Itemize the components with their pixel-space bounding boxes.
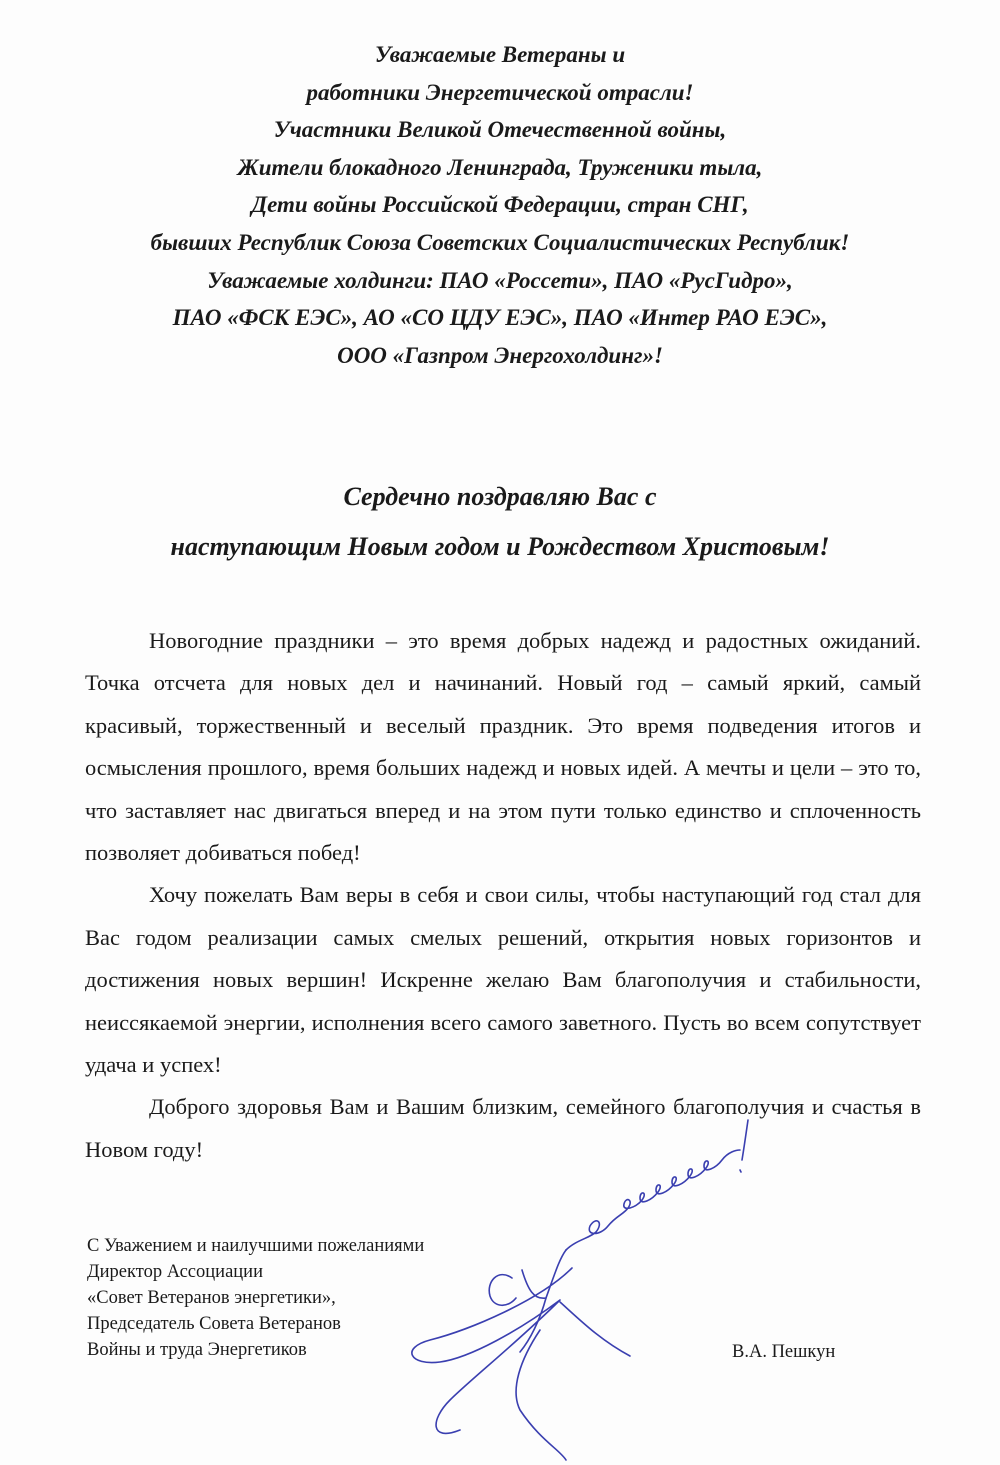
address-line: работники Энергетической отрасли! bbox=[306, 79, 694, 105]
address-line: ПАО «ФСК ЕЭС», АО «СО ЦДУ ЕЭС», ПАО «Интер РАО ЕЭС», bbox=[172, 305, 828, 331]
closing-line: «Совет Ветеранов энергетики», bbox=[87, 1288, 336, 1308]
greeting-line: наступающим Новым годом и Рождеством Христовым! bbox=[170, 532, 830, 561]
address-line: ООО «Газпром Энергохолдинг»! bbox=[337, 342, 663, 368]
address-line: Уважаемые Ветераны и bbox=[374, 42, 626, 67]
closing-line: Войны и труда Энергетиков bbox=[87, 1340, 307, 1360]
address-line: Дети войны Российской Федерации, стран СНГ, bbox=[251, 192, 749, 218]
closing-block bbox=[87, 1233, 424, 1363]
address-line: бывших Республик Союза Советских Социалистических Республик! bbox=[150, 229, 850, 255]
address-block bbox=[0, 36, 1000, 374]
address-line: Уважаемые холдинги: ПАО «Россети», ПАО «РусГидро», bbox=[207, 267, 793, 293]
body-paragraph: Доброго здоровья Вам и Вашим близким, семейного благополучия и счастья в Новом году! bbox=[85, 1094, 921, 1162]
body-paragraph: Новогодние праздники – это время добрых надежд и радостных ожиданий. Точка отсчета для новых дел и начинаний. Новый год – самый яркий, самый красивый, торжественный и веселый праздник. Это время подведения итогов и осмысления прошлого, время больших надежд и новых идей. А мечты и цели – это то, что заставляет нас двигаться вперед и на этом пути только единство и сплоченность позволяет добиваться побед! bbox=[85, 628, 921, 866]
greeting-block bbox=[0, 472, 1000, 572]
closing-line: Председатель Совета Ветеранов bbox=[87, 1314, 341, 1334]
closing-line: Директор Ассоциации bbox=[87, 1262, 263, 1282]
closing-line: С Уважением и наилучшими пожеланиями bbox=[87, 1236, 425, 1256]
address-line: Участники Великой Отечественной войны, bbox=[273, 117, 727, 143]
body-paragraph: Хочу пожелать Вам веры в себя и свои силы, чтобы наступающий год стал для Вас годом реализации самых смелых решений, открытия новых горизонтов и достижения новых вершин! Искренне желаю Вам благополучия и стабильности, неиссякаемой энергии, исполнения всего самого заветного. Пусть во всем сопутствует удача и успех! bbox=[85, 882, 921, 1078]
letter-body bbox=[85, 620, 921, 1171]
address-line: Жители блокадного Ленинграда, Труженики тыла, bbox=[237, 154, 763, 180]
signer-name: В.А. Пешкун bbox=[732, 1342, 836, 1362]
greeting-line: Сердечно поздравляю Вас с bbox=[343, 482, 657, 511]
